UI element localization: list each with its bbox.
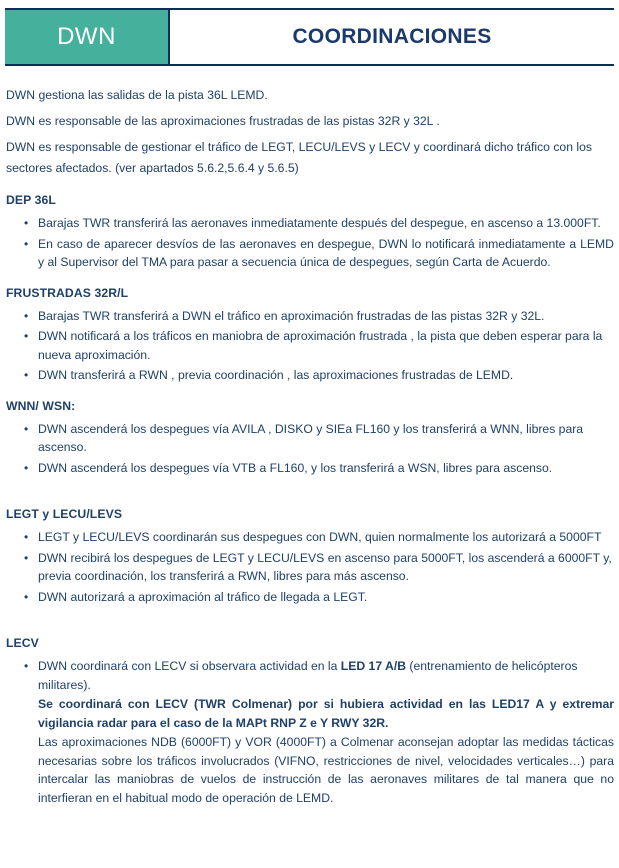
section-legt-lecu-levs (5, 507, 614, 606)
list-item-text: • Barajas TWR transferirá a DWN el tráfico en aproximación frustradas de las pistas 32R y 32L. (38, 308, 545, 323)
list-item (5, 657, 614, 807)
section-frustradas (5, 286, 614, 385)
intro-paragraph-2: DWN es responsable de las aproximaciones frustradas de las pistas 32R y 32L . (6, 114, 440, 128)
lecv-approach-note: Las aproximaciones NDB (6000FT) y VOR (4000FT) a Colmenar aconsejan adoptar las medidas tácticas necesarias sobre los tráficos involucrados (VIFNO, restricciones de nivel, velocidades verticales…) para intercalar las maniobras de vuelos de instrucción de las aeronaves militares de tal manera que no interfieran en el habitual modo de operación de LEMD. (38, 735, 614, 805)
section-wnn-wsn (5, 399, 614, 478)
lecv-text-part-a: DWN coordinará con LECV si observara actividad en la (38, 659, 341, 673)
document-page (0, 8, 619, 868)
lecv-led-reference: LED 17 A/B (340, 659, 407, 673)
list-item-text-composite (38, 657, 614, 694)
sector-tag-label: DWN (57, 23, 116, 50)
list-item (5, 366, 614, 385)
section-heading-lecv: LECV (6, 636, 39, 650)
list-item-text: • DWN autorizará a aproximación al tráfico de llegada a LEGT. (38, 589, 368, 604)
section-heading-legt: LEGT y LECU/LEVS (6, 507, 123, 521)
list-item-text: • En caso de aparecer desvíos de las aeronaves en despegue, DWN lo notificará inmediatamente a LEMD y al Supervisor del TMA para pasar a secuencia única de despegues, según Carta de Acuerdo. (38, 236, 614, 269)
bullet-list-frustradas (5, 307, 614, 385)
bullet-list-dep-36l (5, 214, 614, 272)
header-title-container (170, 10, 614, 64)
document-header (5, 8, 614, 66)
list-item-text: • Barajas TWR transferirá las aeronaves inmediatamente después del despegue, en ascenso a 13.000FT. (38, 216, 601, 230)
list-item-text: • LEGT y LECU/LEVS coordinarán sus despegues con DWN, quien normalmente los autorizará a 5000FT (38, 530, 602, 544)
list-item (5, 528, 614, 547)
section-heading-frustradas: FRUSTRADAS 32R/L (6, 285, 129, 300)
lecv-coordination-note: Se coordinará con LECV (TWR Colmenar) por si hubiera actividad en las LED17 A y extremar vigilancia radar para el caso de la MAPt RNP Z e Y RWY 32R. (38, 697, 614, 730)
list-item-text: • DWN notificará a los tráficos en maniobra de aproximación frustrada , la pista que deben esperar para la nueva aproximación. (38, 329, 603, 362)
section-heading-wnn-wsn: WNN/ WSN: (6, 398, 76, 413)
section-dep-36l (5, 193, 614, 272)
list-item-text: • DWN transferirá a RWN , previa coordinación , las aproximaciones frustradas de LEMD. (38, 368, 514, 382)
intro-paragraph-1: DWN gestiona las salidas de la pista 36L LEMD. (6, 88, 268, 102)
list-item (5, 214, 614, 233)
list-item (5, 588, 614, 607)
list-item (5, 420, 614, 457)
list-item-text: • DWN ascenderá los despegues vía VTB a FL160, y los transferirá a WSN, libres para ascenso. (38, 460, 553, 475)
intro-block (5, 85, 614, 179)
intro-paragraph-3: DWN es responsable de gestionar el tráfico de LEGT, LECU/LEVS y LECV y coordinará dicho tráfico con los sectores afectados. (ver apartados 5.6.2,5.6.4 y 5.6.5) (6, 140, 592, 175)
list-item (5, 307, 614, 326)
list-item-text: • DWN recibirá los despegues de LEGT y LECU/LEVS en ascenso para 5000FT, los ascenderá a 6000FT y, previa coordinación, los transferirá a RWN, libres para más ascenso. (38, 550, 612, 583)
list-item (5, 459, 614, 478)
lecv-text-part-b: (entrenamiento de helicópteros militares). (38, 659, 578, 692)
sector-tag (5, 10, 168, 64)
document-body (0, 85, 619, 807)
page-title: COORDINACIONES (292, 25, 492, 48)
section-lecv (5, 636, 614, 807)
bullet-list-wnn-wsn (5, 420, 614, 478)
bullet-list-legt (5, 528, 614, 606)
bullet-list-lecv (5, 657, 614, 807)
list-item (5, 327, 614, 364)
section-heading-dep-36l: DEP 36L (6, 193, 56, 207)
list-item (5, 549, 614, 586)
list-item-text: • DWN ascenderá los despegues vía AVILA , DISKO y SIEa FL160 y los transferirá a WNN, libres para ascenso. (38, 421, 584, 454)
list-item (5, 235, 614, 272)
